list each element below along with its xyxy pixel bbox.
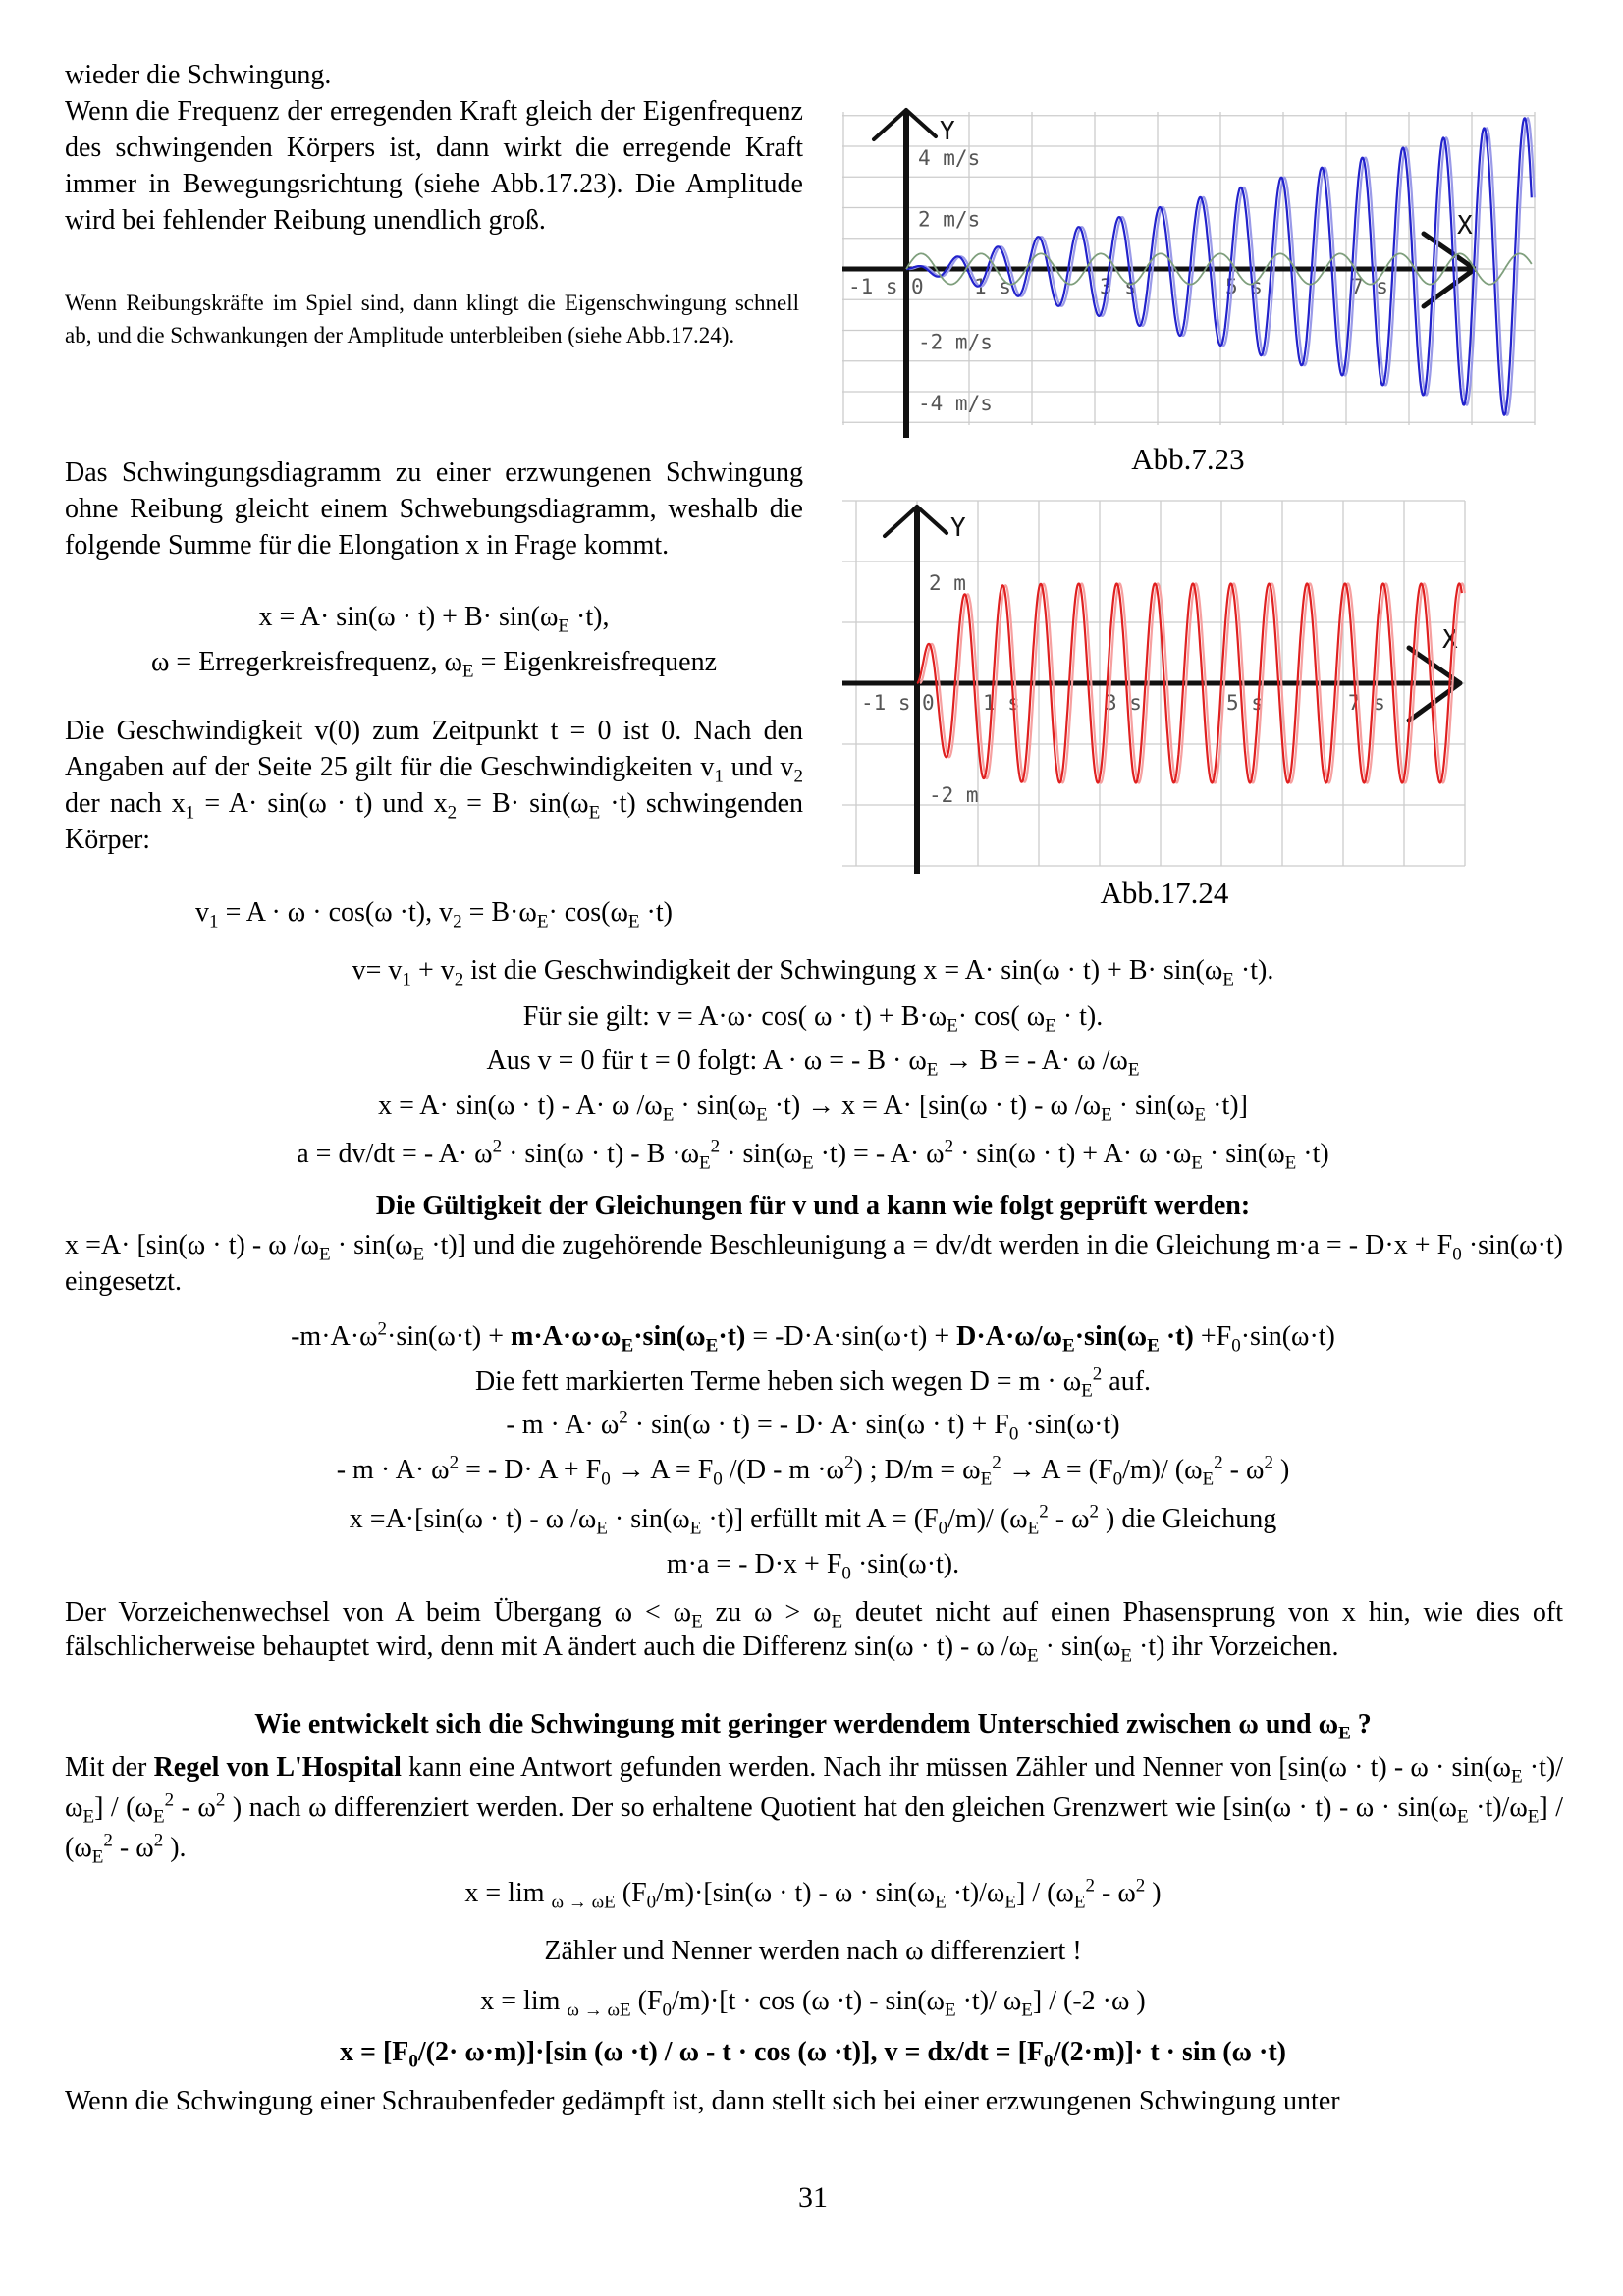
derivation-line-x: x = A· sin(ω · t) - A· ω $/\omega_E \cdot \sin(\omega_E \cdot t) \to x = A\cdot [\sin(\omega \cdot t) - \omega$ $/\omega_E \cdot \sin(\omega_E \cdot t)$] [378, 1091, 1248, 1126]
y-axis-arrow-icon [874, 110, 906, 139]
formula-elongation: $x = A\cdot \sin(\omega \cdot t) + B\cdot \sin(\omega_E \cdot t)$, [258, 602, 610, 637]
heading-frage: Wie entwickelt sich die Schwingung mit geringer werdendem Unterschied zwischen ω und $\omega_E$ ? [254, 1709, 1372, 1744]
damped-forced-plot [840, 489, 1469, 874]
equation-amplitude-A: - $m \cdot A\cdot \omega^2$ = - $D\cdot A + F_0 \to A = F_0$ $/(D - m \cdot\omega^2)$ ; $D/m = \omega_E^2 \to A = (F_0/m)/$ ($\omega_E^2 - \omega^2$ ) [336, 1452, 1290, 1490]
equation-limes-1: x = lim $_{\omega \to \omega E}$ $(F_0/m)\cdot[\sin(\omega \cdot t) - \omega \cdot \sin(\omega_E \cdot t)/\omega_E] / (\omega_E^2 - \omega^2$ ) [464, 1875, 1162, 1913]
figure-abb-7-23 [840, 94, 1536, 477]
formula-frequenz-definition: ω = Erregerkreisfrequenz, $\omega_E$ = Eigenkreisfrequenz [150, 647, 718, 682]
derivation-line-v-gilt: Für sie gilt: v = A·ω· cos( $\omega \cdot t) + B\cdot\omega_E\cdot \cos$( $\omega_E \cdot t$). [522, 1001, 1104, 1037]
y-axis-label: Y [950, 513, 966, 543]
x-tick-label: -1 s [861, 691, 911, 715]
paragraph-schraubenfeder: Wenn die Schwingung einer Schraubenfeder gedämpft ist, dann stellt sich bei einer erzwungenen Schwingung unter [65, 2086, 1340, 2116]
paragraph-carryover: wieder die Schwingung. [65, 60, 332, 90]
derivation-line-v-sum: $v= v_1 + v_2$ ist die Geschwindigkeit der Schwingung $x = A\cdot \sin(\omega \cdot t) + B\cdot \sin(\omega_E \cdot t)$. [352, 955, 1274, 990]
figure-abb-17-24 [840, 489, 1469, 911]
x-tick-label: 3 s [1105, 691, 1142, 715]
x-tick-label: -1 s [848, 275, 898, 298]
y-axis-label: Y [940, 117, 955, 146]
x-tick-label: 3 s [1100, 275, 1137, 298]
line-differenziert: Zähler und Nenner werden nach ω differenziert ! [544, 1936, 1082, 1966]
equation-ma: m·a = - $D\cdot x + F_0 \cdot\sin(\omega\cdot t)$. [666, 1549, 960, 1584]
equation-erfuellt: x =A·[sin(ω · t) - ω $/\omega_E \cdot \sin(\omega_E \cdot t)$] erfüllt mit $A = (F_0/m)/$ ($\omega_E^2 - \omega^2$ ) die Gleichung [349, 1501, 1277, 1539]
y-tick-label: 2 m/s [918, 207, 981, 232]
x-tick-label: 5 s [1225, 275, 1263, 298]
intro-block [65, 57, 803, 239]
paragraph-vorzeichenwechsel: Der Vorzeichenwechsel von A beim Übergang $\omega < \omega_E$ zu $\omega > \omega_E$ deutet nicht auf einen Phasensprung von x hin, wie dies oft fälschlicherweise behauptet wird, denn mit A ändert auch die Differenz sin(ω · t) - ω $/\omega_E \cdot \sin(\omega_E \cdot t)$ ihr Vorzeichen. [65, 1597, 1564, 1667]
equation-resonance-result: $x = [F_0/(2\cdot \omega\cdot m)]\cdot[\sin$ (ω ·t) / ω - t · cos (ω ·t)], $v = dx/dt = [F_0/(2\cdot m)]\cdot t \cdot \sin (\omega \cdot t)$ [339, 2037, 1287, 2072]
figure-2-caption: Abb.17.24 [1100, 876, 1229, 910]
y-axis-arrow-icon [885, 507, 917, 536]
y-tick-label: -2 m [929, 783, 979, 807]
equation-reduced: - $m \cdot A\cdot \omega^2 \cdot \sin(\omega \cdot t)$ = - $D\cdot A\cdot \sin(\omega \cdot t) + F_0 \cdot\sin(\omega\cdot t)$ [506, 1407, 1120, 1445]
x-axis-label: X [1442, 625, 1458, 655]
figure-1-caption: Abb.7.23 [1131, 442, 1245, 476]
y-tick-label: -4 m/s [918, 392, 993, 415]
paragraph-velocity: Die Geschwindigkeit v(0) zum Zeitpunkt t = 0 ist 0. Nach den Angaben auf der Seite 25 gilt für die Geschwindigkeiten $v_1$ und $v_2$ der nach $x_1 = A\cdot \sin(\omega \cdot t)$ und $x_2 = B\cdot \sin(\omega_E \cdot t)$ schwingenden Körper: [65, 716, 804, 855]
y-axis-arrow-icon [906, 110, 936, 136]
paragraph-einsetzen: x =A· [sin(ω · t) - ω $/\omega_E \cdot \sin(\omega_E \cdot t)$] und die zugehörende Beschleunigung a = dv/dt werden in die Gleichung m·a = - $D\cdot x + F_0 \cdot\sin(\omega\cdot t)$ eingesetzt. [65, 1230, 1564, 1297]
y-tick-label: -2 m/s [918, 330, 993, 354]
x-tick-label: 7 s [1348, 691, 1385, 715]
heading-gueltigkeit: Die Gültigkeit der Gleichungen für v und a kann wie folgt geprüft werden: [375, 1191, 1251, 1221]
derivation-line-anfangsbedingung: Aus v = 0 für t = 0 folgt: A · ω = - $B \cdot \omega_E \to B$ = - A· ω $/\omega_E$ [486, 1045, 1140, 1081]
formula-v1-v2: $v_1 = A \cdot \omega \cdot \cos(\omega \cdot t)$, $v_2 = B\cdot\omega_E\cdot \cos(\omega_E \cdot t)$ [195, 897, 673, 933]
x-tick-label: 0 [922, 691, 935, 715]
line-fett-markierte: Die fett markierten Terme heben sich wegen $D = m \cdot \omega_E^2$ auf. [474, 1363, 1152, 1402]
paragraph-friction: Wenn Reibungskräfte im Spiel sind, dann klingt die Eigenschwingung schnell ab, und die Schwankungen der Amplitude unterbleiben (siehe Abb.17.24). [65, 291, 799, 347]
y-tick-label: 2 m [929, 571, 966, 595]
paragraph-beat-diagram: Das Schwingungsdiagramm zu einer erzwungenen Schwingung ohne Reibung gleicht einem Schwebungsdiagramm, weshalb die folgende Summe für die Elongation x in Frage kommt. [65, 457, 803, 561]
equation-bold-terms: $-m\cdot A\cdot\omega^2\cdot\sin(\omega\cdot t) + m\cdot A\cdot\omega\cdot\omega_E\cdot\sin(\omega_E\cdot t) = -D\cdot A\cdot\sin(\omega\cdot t) + D\cdot A\cdot\omega/\omega_E\cdot\sin(\omega_E \cdot t) +F_0\cdot\sin(\omega\cdot t)$ [291, 1318, 1335, 1357]
x-tick-label: 1 s [983, 691, 1020, 715]
resonance-growth-plot [840, 94, 1536, 440]
y-tick-label: 4 m/s [918, 146, 981, 170]
y-axis-arrow-icon [917, 507, 947, 533]
x-tick-label: 0 [911, 275, 924, 298]
page-number: 31 [798, 2181, 828, 2214]
paragraph-lhospital: Mit der Regel von L'Hospital kann eine Antwort gefunden werden. Nach ihr müssen Zähler und Nenner von $[\sin(\omega \cdot t) - \omega \cdot \sin(\omega_E \cdot t)/\omega_E] / (\omega_E^2 - \omega^2$ ) nach ω differenziert werden. Der so erhaltene Quotient hat den gleichen Grenzwert wie $[\sin(\omega \cdot t) - \omega \cdot \sin(\omega_E \cdot t)/\omega_E] / (\omega_E^2 - \omega^2$ ). [65, 1752, 1564, 1868]
x-tick-label: 1 s [974, 275, 1011, 298]
x-tick-label: 7 s [1351, 275, 1388, 298]
x-axis-label: X [1457, 211, 1473, 240]
derivation-line-a: a = dv/dt = - $A\cdot \omega^2 \cdot \sin(\omega \cdot t) - B \cdot\omega_E^2 \cdot \sin(\omega_E \cdot t)$ = - $A\cdot \omega^2 \cdot \sin(\omega \cdot t) + A\cdot \omega \cdot\omega_E \cdot \sin(\omega_E \cdot t)$ [297, 1136, 1329, 1174]
paragraph-resonance: Wenn die Frequenz der erregenden Kraft gleich der Eigenfrequenz des schwingenden Körpers ist, dann wirkt die erregende Kraft immer in Bewegungsrichtung (siehe Abb.17.23). Die Amplitude wird bei fehlender Reibung unendlich groß. [65, 96, 803, 236]
x-tick-label: 5 s [1226, 691, 1264, 715]
equation-limes-2: x = lim $_{\omega \to \omega E}$ $(F_0/m)\cdot[t \cdot \cos (\omega \cdot t) - \sin(\omega_E \cdot t)/$ $\omega_E] / (-2 \cdot\omega$ ) [480, 1986, 1146, 2021]
